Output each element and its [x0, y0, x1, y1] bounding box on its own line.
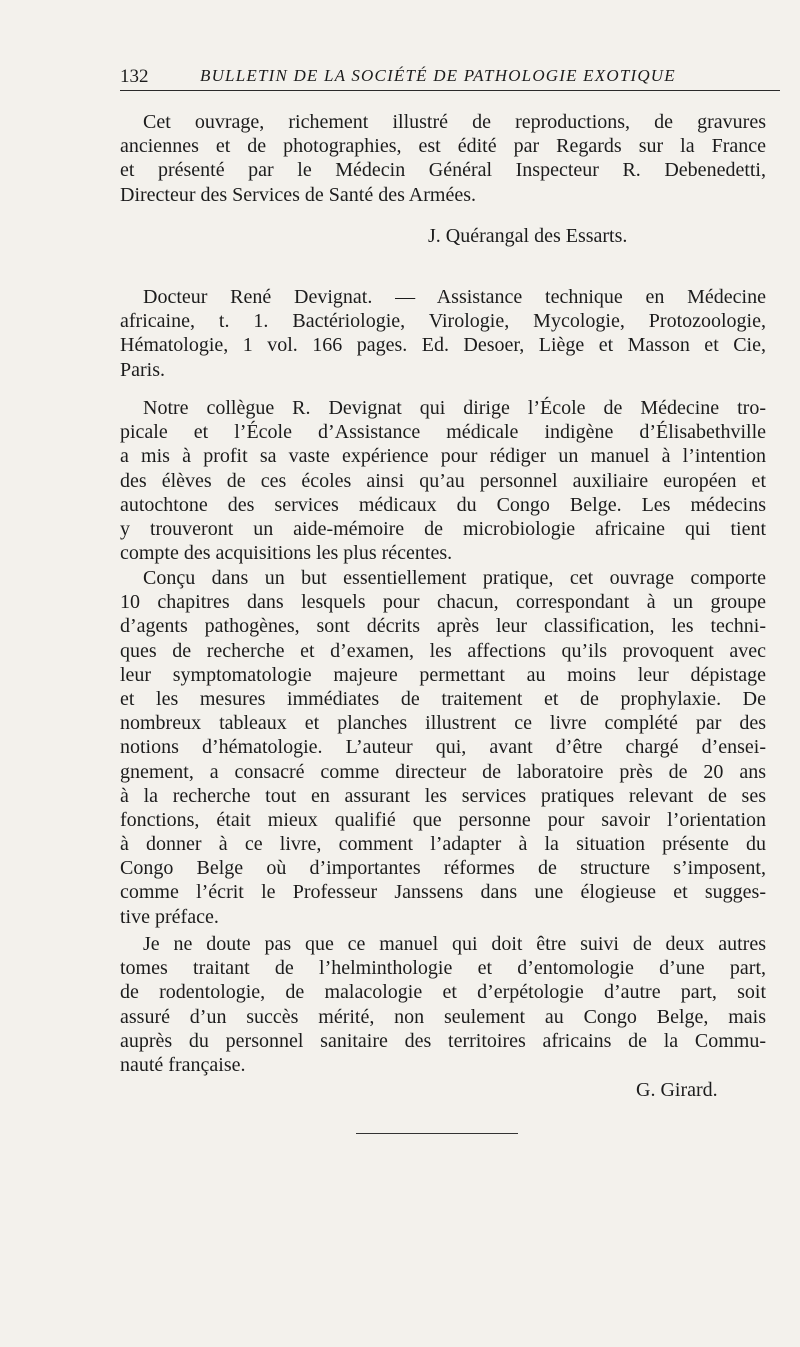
text-line: comme l’écrit le Professeur Janssens dans une élogieuse et sugges-: [120, 881, 766, 904]
text-line: Directeur des Services de Santé des Armées.: [120, 183, 476, 206]
text-line: ques de recherche et d’examen, les affections qu’ils provoquent avec: [120, 639, 766, 662]
text-line: notions d’hématologie. L’auteur qui, avant d’être chargé d’ensei-: [120, 736, 766, 759]
text-line: 10 chapitres dans lesquels pour chacun, correspondant à un groupe: [120, 591, 766, 614]
review-2-paragraph-1: [120, 396, 766, 565]
text-line: y trouveront un aide-mémoire de microbiologie africaine qui tient: [120, 517, 766, 540]
text-line: anciennes et de photographies, est édité par Regards sur la France: [120, 135, 766, 158]
review-2-signature: G. Girard.: [636, 1079, 718, 1101]
text-line: Conçu dans un but essentiellement pratique, cet ouvrage comporte: [143, 567, 766, 589]
text-line: tive préface.: [120, 905, 219, 928]
text-line: nauté française.: [120, 1053, 246, 1076]
section-divider: [356, 1133, 518, 1134]
text-line: Hématologie, 1 vol. 166 pages. Ed. Desoer, Liège et Masson et Cie,: [120, 334, 766, 357]
text-line: tomes traitant de l’helminthologie et d’entomologie d’une part,: [120, 957, 766, 980]
text-line: et les mesures immédiates de traitement et de prophylaxie. De: [120, 687, 766, 710]
journal-title: BULLETIN DE LA SOCIÉTÉ DE PATHOLOGIE EXOTIQUE: [200, 66, 676, 85]
review-2-paragraph-2: [120, 566, 766, 929]
text-line: à donner à ce livre, comment l’adapter à la situation présente du: [120, 833, 766, 856]
text-line: et présenté par le Médecin Général Inspecteur R. Debenedetti,: [120, 159, 766, 182]
review-1-paragraph: [120, 110, 766, 207]
running-head: [120, 64, 780, 91]
text-line: d’agents pathogènes, sont décrits après leur classification, les techni-: [120, 615, 766, 638]
text-line: Docteur René Devignat. — Assistance technique en Médecine: [143, 286, 766, 308]
page-number: 132: [120, 66, 149, 87]
text-line: des élèves de ces écoles ainsi qu’au personnel auxiliaire européen et: [120, 469, 766, 492]
text-line: assuré d’un succès mérité, non seulement au Congo Belge, mais: [120, 1005, 766, 1028]
review-2-paragraph-3: [120, 932, 766, 1077]
text-line: a mis à profit sa vaste expérience pour rédiger un manuel à l’intention: [120, 445, 766, 468]
text-line: nombreux tableaux et planches illustrent ce livre complété par des: [120, 712, 766, 735]
text-line: Congo Belge où d’importantes réformes de structure s’imposent,: [120, 857, 766, 880]
text-line: Paris.: [120, 358, 165, 381]
text-line: compte des acquisitions les plus récentes.: [120, 542, 453, 565]
text-line: gnement, a consacré comme directeur de laboratoire près de 20 ans: [120, 760, 766, 783]
text-line: de rodentologie, de malacologie et d’erpétologie d’autre part, soit: [120, 981, 766, 1004]
text-line: leur symptomatologie majeure permettant au moins leur dépistage: [120, 663, 766, 686]
text-line: Cet ouvrage, richement illustré de reproductions, de gravures: [143, 111, 766, 133]
text-line: Notre collègue R. Devignat qui dirige l’École de Médecine tro-: [143, 397, 766, 419]
review-1-signature: J. Quérangal des Essarts.: [428, 225, 628, 247]
text-line: Je ne doute pas que ce manuel qui doit être suivi de deux autres: [143, 933, 766, 955]
text-line: à la recherche tout en assurant les services pratiques relevant de ses: [120, 784, 766, 807]
review-2-citation: [120, 285, 766, 382]
text-line: fonctions, était mieux qualifié que personne pour savoir l’orientation: [120, 808, 766, 831]
text-line: picale et l’École d’Assistance médicale indigène d’Élisabethville: [120, 421, 766, 444]
text-line: auprès du personnel sanitaire des territoires africains de la Commu-: [120, 1029, 766, 1052]
text-line: africaine, t. 1. Bactériologie, Virologie, Mycologie, Protozoologie,: [120, 310, 766, 333]
text-line: autochtone des services médicaux du Congo Belge. Les médecins: [120, 493, 766, 516]
